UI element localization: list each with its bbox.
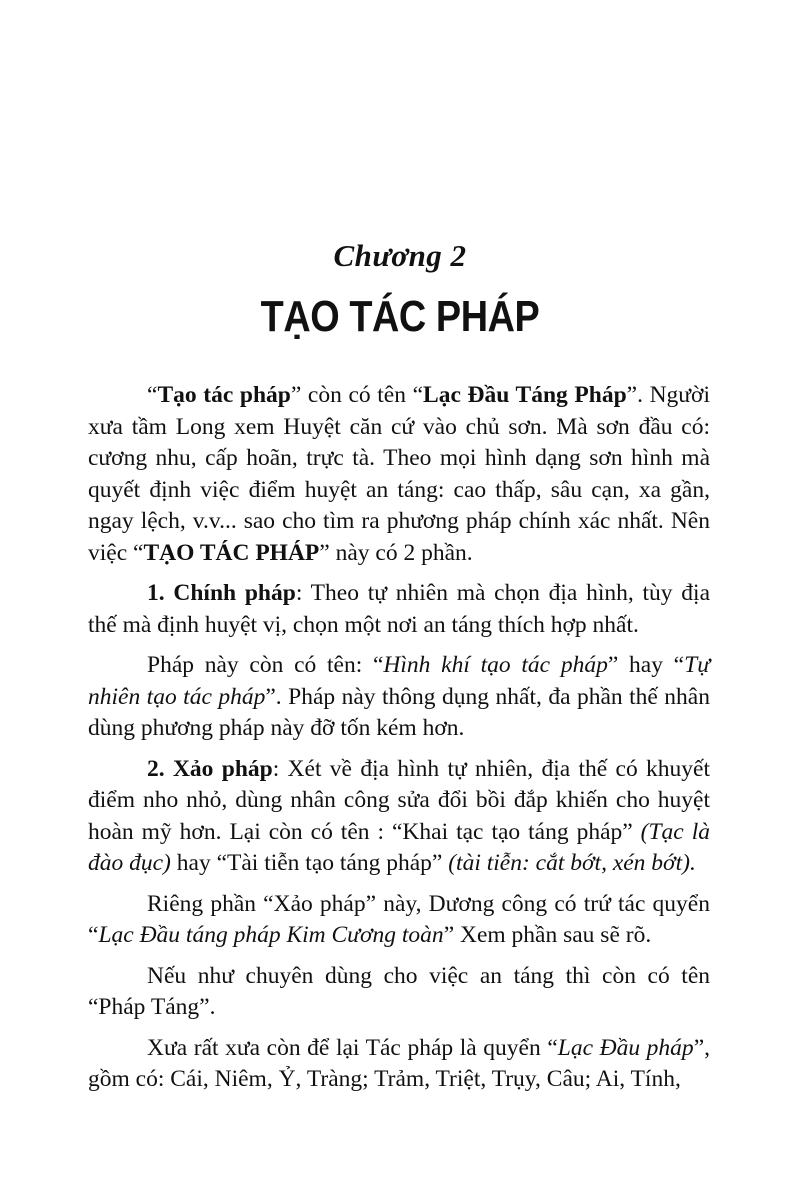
bold-text-run: Tạo tác pháp xyxy=(157,382,291,408)
text-run: ”. Người xưa tầm Long xem Huyệt căn cứ vào chủ sơn. Mà sơn đầu có: cương nhu, cấp hoãn, trực tà. Theo mọi hình dạng sơn hình mà quyết định việc điểm huyệt an táng: cao thấp, sâu cạn, xa gần, ngay lệch, v.v... sao cho tìm ra phương pháp chính xác nhất. Nên việc “ xyxy=(88,382,710,566)
chapter-title: TẠO TÁC PHÁP xyxy=(260,292,540,341)
italic-text-run: Tự nhiên tạo tác pháp xyxy=(88,652,711,710)
text-run: ”, gồm có: Cái, Niêm, Ỷ, Tràng; Trảm, Triệt, Trụy, Câu; Ai, Tính, xyxy=(88,1034,710,1092)
paragraph xyxy=(88,1033,710,1096)
text-run: Xưa rất xưa còn để lại Tác pháp là quyển “ xyxy=(147,1034,558,1061)
bold-text-run: 1. Chính pháp xyxy=(147,580,296,606)
paragraph xyxy=(88,650,710,745)
bold-text-run: TẠO TÁC PHÁP xyxy=(143,539,320,566)
italic-text-run: Lạc Đầu pháp xyxy=(557,1034,694,1061)
italic-text-run: Hình khí tạo tác pháp xyxy=(383,652,608,678)
text-run: “ xyxy=(147,382,158,408)
paragraph xyxy=(88,578,710,641)
paragraph xyxy=(88,754,710,880)
text-run: ” còn có tên “ xyxy=(290,382,424,408)
bold-text-run: 2. Xảo pháp xyxy=(147,755,273,782)
text-run: Nếu như chuyên dùng cho việc an táng thì còn có tên “Pháp Táng”. xyxy=(88,962,710,1020)
body-text xyxy=(88,380,710,1105)
paragraph xyxy=(88,961,710,1024)
text-run: ” Xem phần sau sẽ rõ. xyxy=(443,922,652,948)
italic-text-run: (Tạc là đào đục) xyxy=(88,818,710,876)
text-run: Riêng phần “Xảo pháp” này, Dương công có trứ tác quyển “ xyxy=(88,890,710,948)
text-run: : Xét về địa hình tự nhiên, địa thế có khuyết điểm nho nhỏ, dùng nhân công sửa đổi bồi đắp khiến cho huyệt hoàn mỹ hơn. Lại còn có tên : “Khai tạc tạo táng pháp” xyxy=(88,755,710,845)
paragraph xyxy=(88,889,710,952)
text-run: Pháp này còn có tên: “ xyxy=(147,652,384,678)
italic-text-run: Lạc Đầu táng pháp Kim Cương toàn xyxy=(98,922,444,948)
text-run: ” hay “ xyxy=(607,652,685,678)
italic-text-run: (tài tiễn: cắt bớt, xén bớt). xyxy=(448,850,696,876)
bold-text-run: Lạc Đầu Táng Pháp xyxy=(423,382,627,408)
text-run: ”. Pháp này thông dụng nhất, đa phần thế nhân dùng phương pháp này đỡ tốn kém hơn. xyxy=(88,683,710,741)
chapter-label: Chương 2 xyxy=(333,238,467,273)
text-run: ” này có 2 phần. xyxy=(319,539,473,566)
text-run: hay “Tài tiễn tạo táng pháp” xyxy=(170,850,449,876)
paragraph xyxy=(88,380,710,569)
text-run: : Theo tự nhiên mà chọn địa hình, tùy địa thế mà định huyệt vị, chọn một nơi an táng thích hợp nhất. xyxy=(88,580,710,638)
